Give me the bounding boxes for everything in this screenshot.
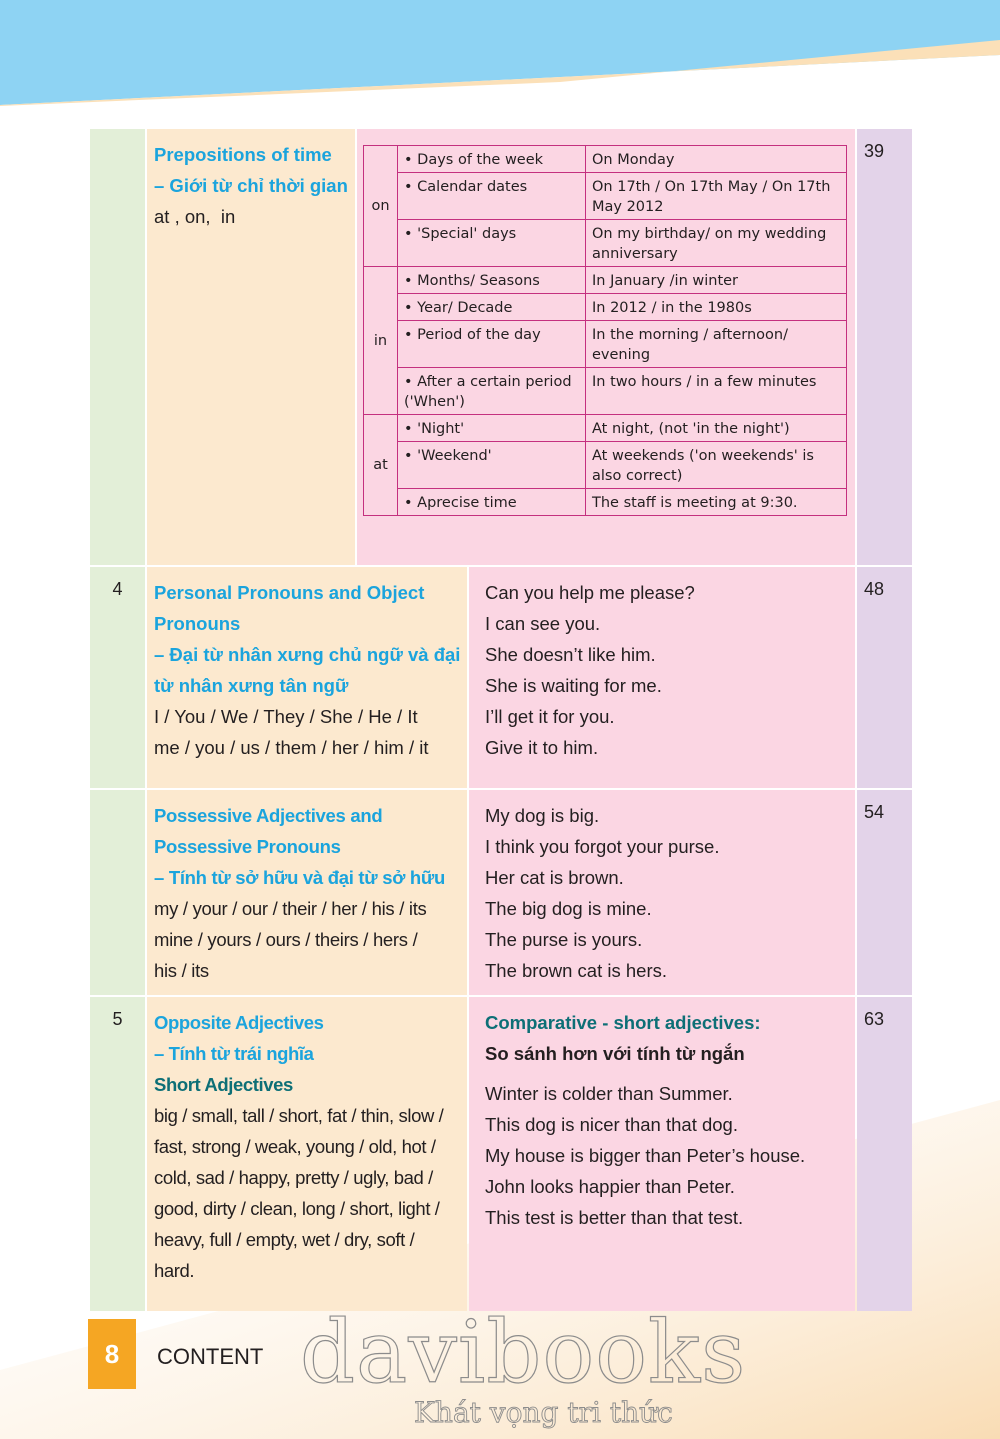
topic-title: Personal Pronouns and Object Pronouns [154,582,425,634]
content-row-possessives [90,790,912,995]
page-number: 8 [88,1319,136,1389]
table-row [364,442,847,489]
example-cell: At night, (not 'in the night') [586,415,847,442]
number-cell [90,129,145,565]
example-cell: In the morning / afternoon/ evening [586,321,847,368]
example-cell: The staff is meeting at 9:30. [586,489,847,516]
example-sentence: This test is better than that test. [485,1207,744,1228]
usage-cell: • Days of the week [398,146,586,173]
example-sentence: She doesn’t like him. [485,644,656,665]
topic-cell [147,997,467,1311]
example-sentence: My dog is big. [485,805,600,826]
content-row-opposite-adjectives [90,997,912,1311]
topic-line: cold, sad / happy, pretty / ugly, bad / [154,1167,433,1188]
usage-cell: • Period of the day [398,321,586,368]
example-sentence: This dog is nicer than that dog. [485,1114,738,1135]
topic-title: Prepositions of time [154,144,332,165]
table-row [364,220,847,267]
preposition-at: at [364,415,398,516]
example-sentence: The purse is yours. [485,929,643,950]
usage-cell: • After a certain period ('When') [398,368,586,415]
topic-words: at , on, in [154,206,236,227]
topic-subtitle: – Tính từ trái nghĩa [154,1043,314,1064]
page-reference: 63 [864,1009,885,1029]
usage-cell: • 'Night' [398,415,586,442]
lesson-number: 4 [112,579,123,599]
topic-line: mine / yours / ours / theirs / hers / [154,929,418,950]
example-cell: On Monday [586,146,847,173]
example-cell: In two hours / in a few minutes [586,368,847,415]
topic-line: heavy, full / empty, wet / dry, soft / [154,1229,415,1250]
table-row [364,368,847,415]
table-row [364,415,847,442]
table-row [364,294,847,321]
content-row-prepositions [90,129,912,565]
example-sentence: Her cat is brown. [485,867,624,888]
lesson-number [90,129,145,141]
table-row [364,267,847,294]
topic-line: I / You / We / They / She / He / It [154,706,418,727]
lesson-number: 5 [112,1009,123,1029]
topic-subtitle: – Tính từ sở hữu và đại từ sở hữu [154,867,445,888]
publisher-tagline: Khát vọng tri thức [414,1396,673,1429]
topic-line: good, dirty / clean, long / short, light / [154,1198,440,1219]
topic-line: fast, strong / weak, young / old, hot / [154,1136,436,1157]
page-cell [857,997,912,1311]
usage-cell: • 'Special' days [398,220,586,267]
example-sentence: Can you help me please? [485,582,695,603]
example-cell: On my birthday/ on my wedding anniversary [586,220,847,267]
example-subheading: So sánh hơn với tính từ ngắn [485,1043,745,1064]
topic-line: me / you / us / them / her / him / it [154,737,429,758]
topic-title: Possessive Adjectives and Possessive Pronouns [154,805,383,857]
page-cell [857,567,912,788]
topic-line: big / small, tall / short, fat / thin, slow / [154,1105,444,1126]
example-heading: Comparative - short adjectives: [485,1012,761,1033]
prepositions-table [363,145,847,516]
publisher-logo: davibooks [300,1303,747,1403]
header-decoration [0,0,1000,130]
example-sentence: John looks happier than Peter. [485,1176,735,1197]
example-cell [469,997,855,1311]
example-cell: On 17th / On 17th May / On 17th May 2012 [586,173,847,220]
example-sentence: Give it to him. [485,737,599,758]
section-label: CONTENT [157,1344,264,1369]
table-row [364,321,847,368]
topic-cell [147,567,467,788]
topic-cell [147,790,467,995]
number-cell [90,790,145,995]
page-reference: 48 [864,579,885,599]
topic-heading: Short Adjectives [154,1074,293,1095]
example-cell: At weekends ('on weekends' is also correct) [586,442,847,489]
example-sentence: She is waiting for me. [485,675,662,696]
example-sentence: I think you forgot your purse. [485,836,720,857]
page-cell [857,790,912,995]
example-sentence: Winter is colder than Summer. [485,1083,733,1104]
example-cell [469,567,855,788]
number-cell [90,997,145,1311]
example-sentence: The big dog is mine. [485,898,652,919]
preposition-in: in [364,267,398,415]
topic-line: my / your / our / their / her / his / its [154,898,427,919]
example-cell [469,790,855,995]
example-sentence: I can see you. [485,613,601,634]
example-cell: In 2012 / in the 1980s [586,294,847,321]
number-cell [90,567,145,788]
table-row [364,173,847,220]
page-reference: 39 [864,141,885,161]
lesson-number [90,790,145,802]
usage-cell: • 'Weekend' [398,442,586,489]
content-row-personal-pronouns [90,567,912,788]
topic-cell [147,129,355,565]
preposition-on: on [364,146,398,267]
table-row [364,489,847,516]
example-cell: In January /in winter [586,267,847,294]
table-row [364,146,847,173]
usage-cell: • Aprecise time [398,489,586,516]
topic-line: his / its [154,960,209,981]
topic-subtitle: – Giới từ chỉ thời gian [154,175,348,196]
example-sentence: I’ll get it for you. [485,706,615,727]
usage-cell: • Calendar dates [398,173,586,220]
example-sentence: The brown cat is hers. [485,960,667,981]
page-cell [857,129,912,565]
topic-line: hard. [154,1260,195,1281]
page-reference: 54 [864,802,885,822]
topic-title: Opposite Adjectives [154,1012,324,1033]
usage-cell: • Year/ Decade [398,294,586,321]
usage-cell: • Months/ Seasons [398,267,586,294]
example-sentence: My house is bigger than Peter’s house. [485,1145,806,1166]
topic-subtitle: – Đại từ nhân xưng chủ ngữ và đại từ nhân xưng tân ngữ [154,644,461,696]
